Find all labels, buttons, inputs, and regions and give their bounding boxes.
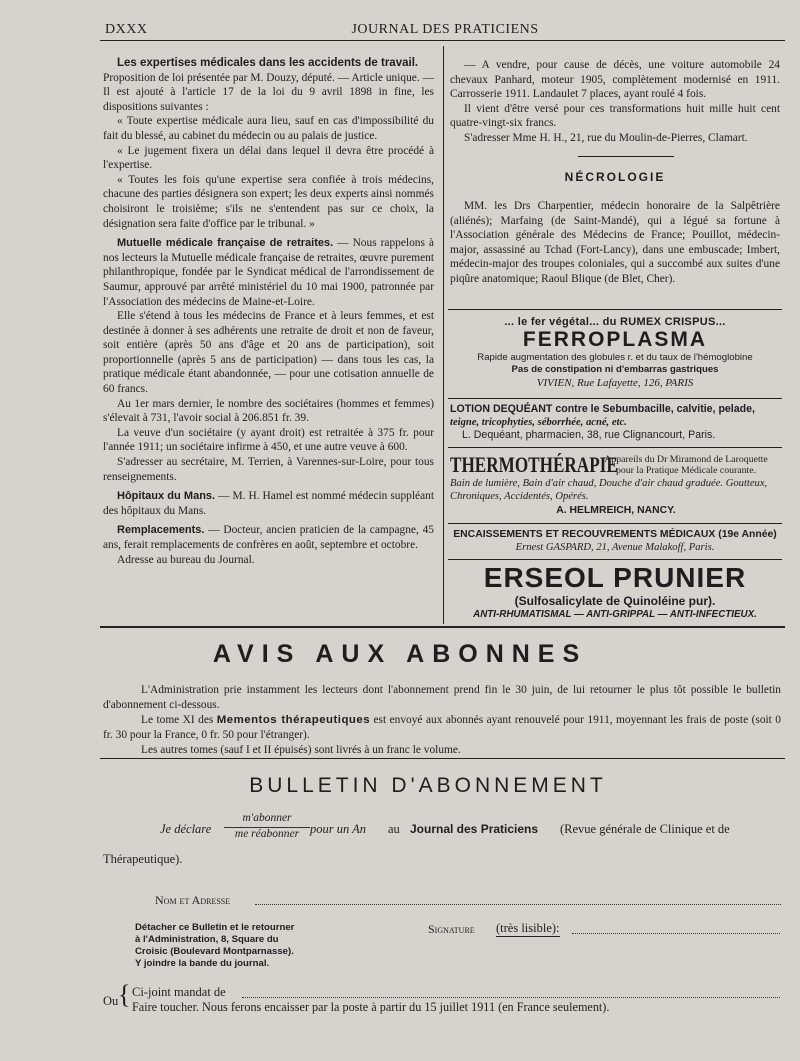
expertises-title: Les expertises médicales dans les accidents de travail. bbox=[117, 57, 419, 69]
thermotherapie-desc: Bain de lumière, Bain d'air chaud, Douche d'air chaud graduée. Goutteux, Chroniques, Accidentés, Opérés. bbox=[450, 478, 768, 502]
erseol-name: ERSEOL PRUNIER bbox=[483, 562, 747, 593]
mutuelle-para-4: La veuve d'un sociétaire (y ayant droit) est retraitée à 375 fr. pour l'année 1911; un sociétaire infirme à 450, et une autre veuve à 600. bbox=[103, 426, 434, 454]
erseol-ad bbox=[448, 562, 782, 622]
necrologie-text: MM. les Drs Charpentier, médecin honoraire de la Salpêtrière (aliénés); Marfaing (de Saint-Mandé), qui a légué sa fortune à l'Association générale des Médecins de France; Pouillot, médecin-major, assassiné au Tchad (Fort-Lancy), dans une embuscade; Imbert, médecin-major des troupes coloniales, qui a succombé aux suites d'une piqûre anatomique; Raoul Blique (de Blet, Cher). bbox=[450, 200, 780, 285]
expertises-quote-2: « Le jugement fixera un délai dans lequel il devra être procédé à l'expertise. bbox=[103, 144, 434, 172]
lotion-line-1: LOTION DEQUÉANT contre le Sebumbacille, calvitie, pelade, bbox=[450, 403, 755, 415]
pour-un-an: pour un An bbox=[310, 822, 367, 836]
mutuelle-para-3: Au 1er mars dernier, le nombre des sociétaires (hommes et femmes) s'élevait à 731, l'avoir social à 206.851 fr. 39. bbox=[103, 397, 434, 425]
avis-title: AVIS AUX ABONNES bbox=[212, 640, 588, 668]
ferroplasma-line-1: Rapide augmentation des globules r. et du taux de l'hémoglobine bbox=[477, 352, 753, 363]
signature-label: Signature bbox=[428, 922, 475, 936]
tres-lisible: (très lisible): bbox=[496, 921, 560, 935]
nom-adresse-field[interactable] bbox=[255, 903, 781, 905]
bulletin-declare-line bbox=[160, 812, 785, 846]
vente-para-2: Il vient d'être versé pour ces transformations huit mille huit cent quatre-vingt-six francs. bbox=[450, 102, 780, 130]
necrologie-block bbox=[450, 199, 780, 287]
faire-toucher-text: Faire toucher. Nous ferons encaisser par la poste à partir du 15 juillet 1911 (en France seulement). bbox=[132, 1000, 610, 1014]
column-rule bbox=[443, 46, 444, 624]
expertises-quote-1: « Toute expertise médicale aura lieu, sauf en cas d'impossibilité du fait du blessé, au cabinet du médecin ou au palais de justice. bbox=[103, 115, 434, 142]
vente-para-1: — A vendre, pour cause de décès, une voiture automobile 24 chevaux Panhard, moteur 1905, complètement modernisé en 1911. Carrosserie 1911. Landaulet 7 places, ayant roulé 4 fois. bbox=[450, 59, 780, 101]
page-number: DXXX bbox=[105, 22, 148, 37]
vente-para-3: S'adresser Mme H. H., 21, rue du Moulin-de-Pierres, Clamart. bbox=[464, 131, 748, 144]
ad-rule-3 bbox=[448, 523, 782, 524]
expertises-text: Proposition de loi présentée par M. Douzy, député. — Article unique. — Il est ajouté à l'article 17 de la loi du 9 avril 1898 in fine, les dispositions suivantes : bbox=[103, 71, 434, 113]
erseol-tagline: ANTI-RHUMATISMAL — ANTI-GRIPPAL — ANTI-INFECTIEUX. bbox=[473, 609, 757, 620]
detach-line-2: à l'Administration, 8, Square du bbox=[135, 934, 279, 945]
thermotherapie-right-1: Appareils du Dr Miramond de Laroquette bbox=[604, 454, 768, 465]
au-word: au bbox=[388, 822, 400, 836]
lotion-line-3: L. Dequéant, pharmacien, 38, rue Clignancourt, Paris. bbox=[462, 429, 716, 441]
encaissements-ad bbox=[448, 528, 782, 554]
avis-para-2c: est envoyé aux abonnés ayant renouvelé pour 1911, moyennant les frais de poste (soit 0 fr. 30 pour la France, 0 fr. 50 pour l'étranger). bbox=[103, 714, 781, 741]
avis-para-2a: Le tome XI des bbox=[141, 714, 217, 726]
remplacements-address: Adresse au bureau du Journal. bbox=[117, 553, 255, 566]
therapeutique-text: Thérapeutique). bbox=[103, 852, 183, 866]
ferroplasma-line-2: Pas de constipation ni d'embarras gastriques bbox=[511, 364, 719, 375]
ou-brace: { bbox=[118, 980, 131, 1009]
necrologie-heading: NÉCROLOGIE bbox=[564, 170, 666, 184]
thermotherapie-header-right bbox=[590, 454, 782, 476]
encaissements-line-2: Ernest GASPARD, 21, Avenue Malakoff, Paris. bbox=[515, 542, 715, 553]
revue-text: (Revue générale de Clinique et de bbox=[560, 822, 730, 836]
journal-name: Journal des Praticiens bbox=[410, 822, 539, 836]
section-rule-1 bbox=[100, 626, 785, 628]
avis-block bbox=[103, 683, 781, 758]
mutuelle-title: Mutuelle médicale française de retraites. bbox=[117, 237, 334, 250]
thermotherapie-name: THERMOTHÉRAPIE bbox=[450, 452, 618, 477]
ferroplasma-address: VIVIEN, Rue Lafayette, 126, PARIS bbox=[536, 377, 694, 389]
detach-line-4: Y joindre la bande du journal. bbox=[135, 958, 270, 969]
thermotherapie-right-2: pour la Pratique Médicale courante. bbox=[615, 465, 757, 476]
mutuelle-text: — Nous rappelons à nos lecteurs la Mutuelle médicale française de retraites, œuvre purement philanthropique, fondée par le Syndicat médical de l'arrondissement de Saumur, approuvé par arrêté ministériel du 10 mai 1900, patronnée par l'Association des médecins de Maine-et-Loire. bbox=[103, 237, 434, 308]
erseol-subtitle: (Sulfosalicylate de Quinoléine pur). bbox=[514, 594, 716, 608]
avis-para-2 bbox=[103, 713, 781, 743]
mutuelle-para-2: Elle s'étend à tous les médecins de France et à leurs femmes, et est destinée à donner à ses adhérents une retraite de droit et non de faveur, soit entière (après 50 ans d'âge et 20 ans de participation), soit proportionnelle (après 5 ans de participation) — dans tous les cas, la pratique médicale étant abandonnée, — pour une cotisation annuelle de 60 francs. bbox=[103, 310, 434, 396]
page-header bbox=[105, 22, 785, 40]
je-declare: Je déclare bbox=[160, 822, 212, 836]
mandat-field[interactable] bbox=[242, 996, 780, 998]
bulletin-title: BULLETIN D'ABONNEMENT bbox=[249, 774, 607, 797]
section-rule-2 bbox=[100, 758, 785, 759]
mandat-text: Ci-joint mandat de bbox=[132, 985, 226, 999]
option-abonner[interactable]: m'abonner bbox=[242, 812, 292, 824]
ferroplasma-tagline: ... le fer végétal... du RUMEX CRISPUS... bbox=[504, 316, 726, 328]
detach-instructions bbox=[135, 922, 294, 970]
signature-field[interactable] bbox=[572, 932, 780, 934]
ferroplasma-name: FERROPLASMA bbox=[522, 328, 708, 351]
necro-rule-top bbox=[578, 156, 674, 157]
detach-line-1: Détacher ce Bulletin et le retourner bbox=[135, 922, 295, 933]
lotion-line-2: teigne, tricophyties, séborrhée, acné, etc. bbox=[450, 417, 627, 428]
avis-para-3: Les autres tomes (sauf I et II épuisés) sont livrés à un franc le volume. bbox=[141, 744, 461, 756]
option-reabonner[interactable]: me réabonner bbox=[234, 828, 300, 840]
ferroplasma-ad bbox=[450, 316, 780, 390]
ad-rule-4 bbox=[448, 559, 782, 560]
hopitaux-text: — M. H. Hamel est nommé médecin suppléant des hôpitaux du Mans. bbox=[103, 490, 434, 517]
left-column bbox=[103, 56, 434, 567]
hopitaux-title: Hôpitaux du Mans. bbox=[117, 490, 216, 503]
thermotherapie-address: A. HELMREICH, NANCY. bbox=[556, 504, 676, 516]
expertises-quote-3: « Toutes les fois qu'une expertise sera confiée à trois médecins, chacune des parties désignera son expert; les deux experts ainsi nommés choisiront le troisième; s'ils ne s'entendent pas sur ce choix, la désignation sera faite d'office par le tribunal. » bbox=[103, 173, 434, 230]
thermotherapie-ad bbox=[450, 452, 782, 517]
mutuelle-para-5: S'adresser au secrétaire, M. Terrien, à Varennes-sur-Loire, pour tous renseignements. bbox=[103, 456, 434, 483]
journal-title: JOURNAL DES PRATICIENS bbox=[351, 22, 539, 37]
mementos-title: Mementos thérapeutiques bbox=[216, 714, 371, 726]
necro-rule-bottom bbox=[448, 309, 782, 310]
nom-adresse-label: Nom et Adresse bbox=[155, 893, 231, 907]
remplacements-text: — Docteur, ancien praticien de la campagne, 45 ans, ferait remplacements de confrères en août, septembre et octobre. bbox=[103, 524, 434, 551]
avis-para-1: L'Administration prie instamment les lecteurs dont l'abonnement prend fin le 30 juin, de lui retourner le plus tôt possible le bulletin d'abonnement ci-dessous. bbox=[103, 684, 781, 711]
encaissements-line-1: ENCAISSEMENTS ET RECOUVREMENTS MÉDICAUX (19e Année) bbox=[453, 529, 777, 540]
lotion-ad bbox=[450, 403, 782, 442]
ad-rule-2 bbox=[448, 447, 782, 448]
ou-label: Ou bbox=[103, 994, 119, 1008]
ad-rule-1 bbox=[448, 398, 782, 399]
header-rule bbox=[100, 40, 785, 41]
remplacements-title: Remplacements. bbox=[117, 524, 205, 537]
right-column bbox=[450, 58, 780, 146]
detach-line-3: Croisic (Boulevard Montparnasse). bbox=[135, 946, 294, 957]
